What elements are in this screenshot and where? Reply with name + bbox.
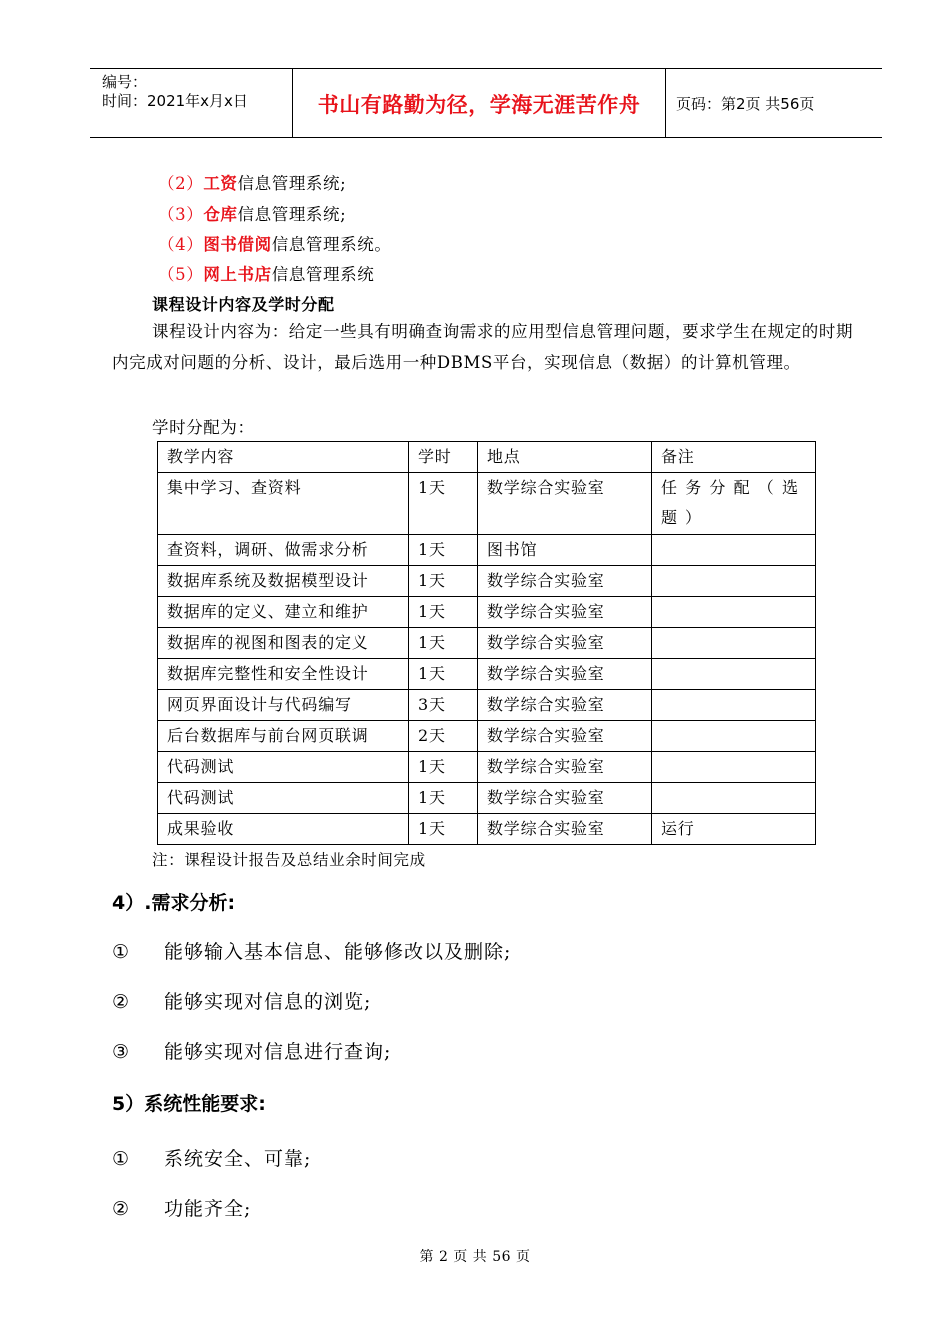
table-cell: 1天	[409, 752, 478, 783]
requirement-item	[112, 1037, 391, 1064]
table-row	[158, 814, 816, 845]
system-number: （5）	[158, 265, 204, 284]
table-cell: 代码测试	[158, 783, 409, 814]
course-title: 课程设计内容及学时分配	[152, 295, 335, 314]
requirements-title: 4）.需求分析:	[112, 892, 236, 914]
table-cell: 数学综合实验室	[478, 628, 652, 659]
table-note: 注：课程设计报告及总结业余时间完成	[152, 851, 426, 869]
table-cell: 3天	[409, 690, 478, 721]
table-cell	[652, 628, 816, 659]
time-label: 时间：2021年x月x日	[102, 92, 248, 110]
table-cell: 1天	[409, 814, 478, 845]
table-cell: 图书馆	[478, 535, 652, 566]
table-cell: 1天	[409, 783, 478, 814]
table-cell: 数学综合实验室	[478, 690, 652, 721]
table-cell	[652, 535, 816, 566]
performance-item	[112, 1194, 251, 1221]
performance-item	[112, 1144, 311, 1171]
requirement-item	[112, 987, 371, 1014]
table-cell: 数学综合实验室	[478, 473, 652, 535]
table-cell: 数据库的视图和图表的定义	[158, 628, 409, 659]
item-marker: ②	[112, 1198, 131, 1220]
table-cell: 1天	[409, 473, 478, 535]
page-label: 页码：第2页 共56页	[676, 95, 815, 113]
table-row	[158, 566, 816, 597]
system-number: （3）	[158, 205, 204, 224]
table-row	[158, 659, 816, 690]
header-cell: 备注	[652, 442, 816, 473]
system-item	[158, 231, 391, 255]
table-cell: 任务分配（选题）	[652, 473, 816, 535]
system-suffix: 信息管理系统;	[237, 205, 347, 224]
header-cell: 教学内容	[158, 442, 409, 473]
header-page-cell	[666, 69, 882, 137]
table-cell	[652, 690, 816, 721]
performance-title: 5）系统性能要求:	[112, 1093, 266, 1115]
table-cell: 数据库系统及数据模型设计	[158, 566, 409, 597]
table-cell: 数学综合实验室	[478, 597, 652, 628]
table-cell: 1天	[409, 659, 478, 690]
item-text: 能够实现对信息进行查询;	[164, 1041, 392, 1063]
header-meta	[90, 69, 293, 137]
table-cell: 集中学习、查资料	[158, 473, 409, 535]
motto: 书山有路勤为径，学海无涯苦作舟	[317, 93, 641, 117]
table-cell	[652, 783, 816, 814]
table-cell: 代码测试	[158, 752, 409, 783]
table-cell: 1天	[409, 597, 478, 628]
system-suffix: 信息管理系统。	[271, 235, 392, 254]
requirement-item	[112, 937, 511, 964]
table-cell: 数学综合实验室	[478, 566, 652, 597]
table-row	[158, 628, 816, 659]
header-motto-cell	[293, 69, 666, 137]
item-marker: ①	[112, 1148, 131, 1170]
table-cell: 数学综合实验室	[478, 783, 652, 814]
table-cell: 2天	[409, 721, 478, 752]
system-suffix: 信息管理系统;	[237, 174, 347, 193]
table-cell: 1天	[409, 566, 478, 597]
table-cell: 成果验收	[158, 814, 409, 845]
table-cell: 数据库的定义、建立和维护	[158, 597, 409, 628]
table-cell: 数学综合实验室	[478, 814, 652, 845]
table-cell: 数据库完整性和安全性设计	[158, 659, 409, 690]
table-row	[158, 597, 816, 628]
table-cell: 查资料，调研、做需求分析	[158, 535, 409, 566]
table-row	[158, 690, 816, 721]
table-cell: 1天	[409, 535, 478, 566]
schedule-table	[157, 441, 816, 845]
item-marker: ③	[112, 1041, 131, 1063]
number-label: 编号：	[102, 73, 148, 91]
system-name: 图书借阅	[203, 235, 272, 254]
system-item	[158, 170, 346, 194]
item-text: 能够输入基本信息、能够修改以及删除;	[164, 941, 512, 963]
table-header-row	[158, 442, 816, 473]
system-name: 仓库	[203, 205, 238, 224]
table-cell	[652, 752, 816, 783]
system-item	[158, 261, 374, 285]
table-row	[158, 783, 816, 814]
page-header	[90, 68, 882, 138]
table-row	[158, 473, 816, 535]
header-cell: 学时	[409, 442, 478, 473]
table-cell: 1天	[409, 628, 478, 659]
table-cell: 数学综合实验室	[478, 659, 652, 690]
page-footer: 第 2 页 共 56 页	[419, 1249, 531, 1265]
item-text: 功能齐全;	[164, 1198, 252, 1220]
table-row	[158, 752, 816, 783]
table-cell: 后台数据库与前台网页联调	[158, 721, 409, 752]
table-cell	[652, 721, 816, 752]
table-row	[158, 535, 816, 566]
table-row	[158, 721, 816, 752]
table-cell: 数学综合实验室	[478, 721, 652, 752]
schedule-intro: 学时分配为：	[152, 418, 255, 437]
system-item	[158, 201, 346, 225]
item-marker: ①	[112, 941, 131, 963]
table-cell	[652, 566, 816, 597]
header-cell: 地点	[478, 442, 652, 473]
table-cell: 数学综合实验室	[478, 752, 652, 783]
table-cell	[652, 659, 816, 690]
system-number: （2）	[158, 174, 204, 193]
system-name: 工资	[203, 174, 238, 193]
system-name: 网上书店	[203, 265, 272, 284]
item-marker: ②	[112, 991, 131, 1013]
table-cell	[652, 597, 816, 628]
system-number: （4）	[158, 235, 204, 254]
item-text: 能够实现对信息的浏览;	[164, 991, 372, 1013]
table-cell: 运行	[652, 814, 816, 845]
item-text: 系统安全、可靠;	[164, 1148, 312, 1170]
system-suffix: 信息管理系统	[271, 265, 375, 284]
table-cell: 网页界面设计与代码编写	[158, 690, 409, 721]
course-content: 课程设计内容为：给定一些具有明确查询需求的应用型信息管理问题，要求学生在规定的时期内完成对问题的分析、设计，最后选用一种DBMS平台，实现信息（数据）的计算机管理。	[112, 322, 854, 372]
